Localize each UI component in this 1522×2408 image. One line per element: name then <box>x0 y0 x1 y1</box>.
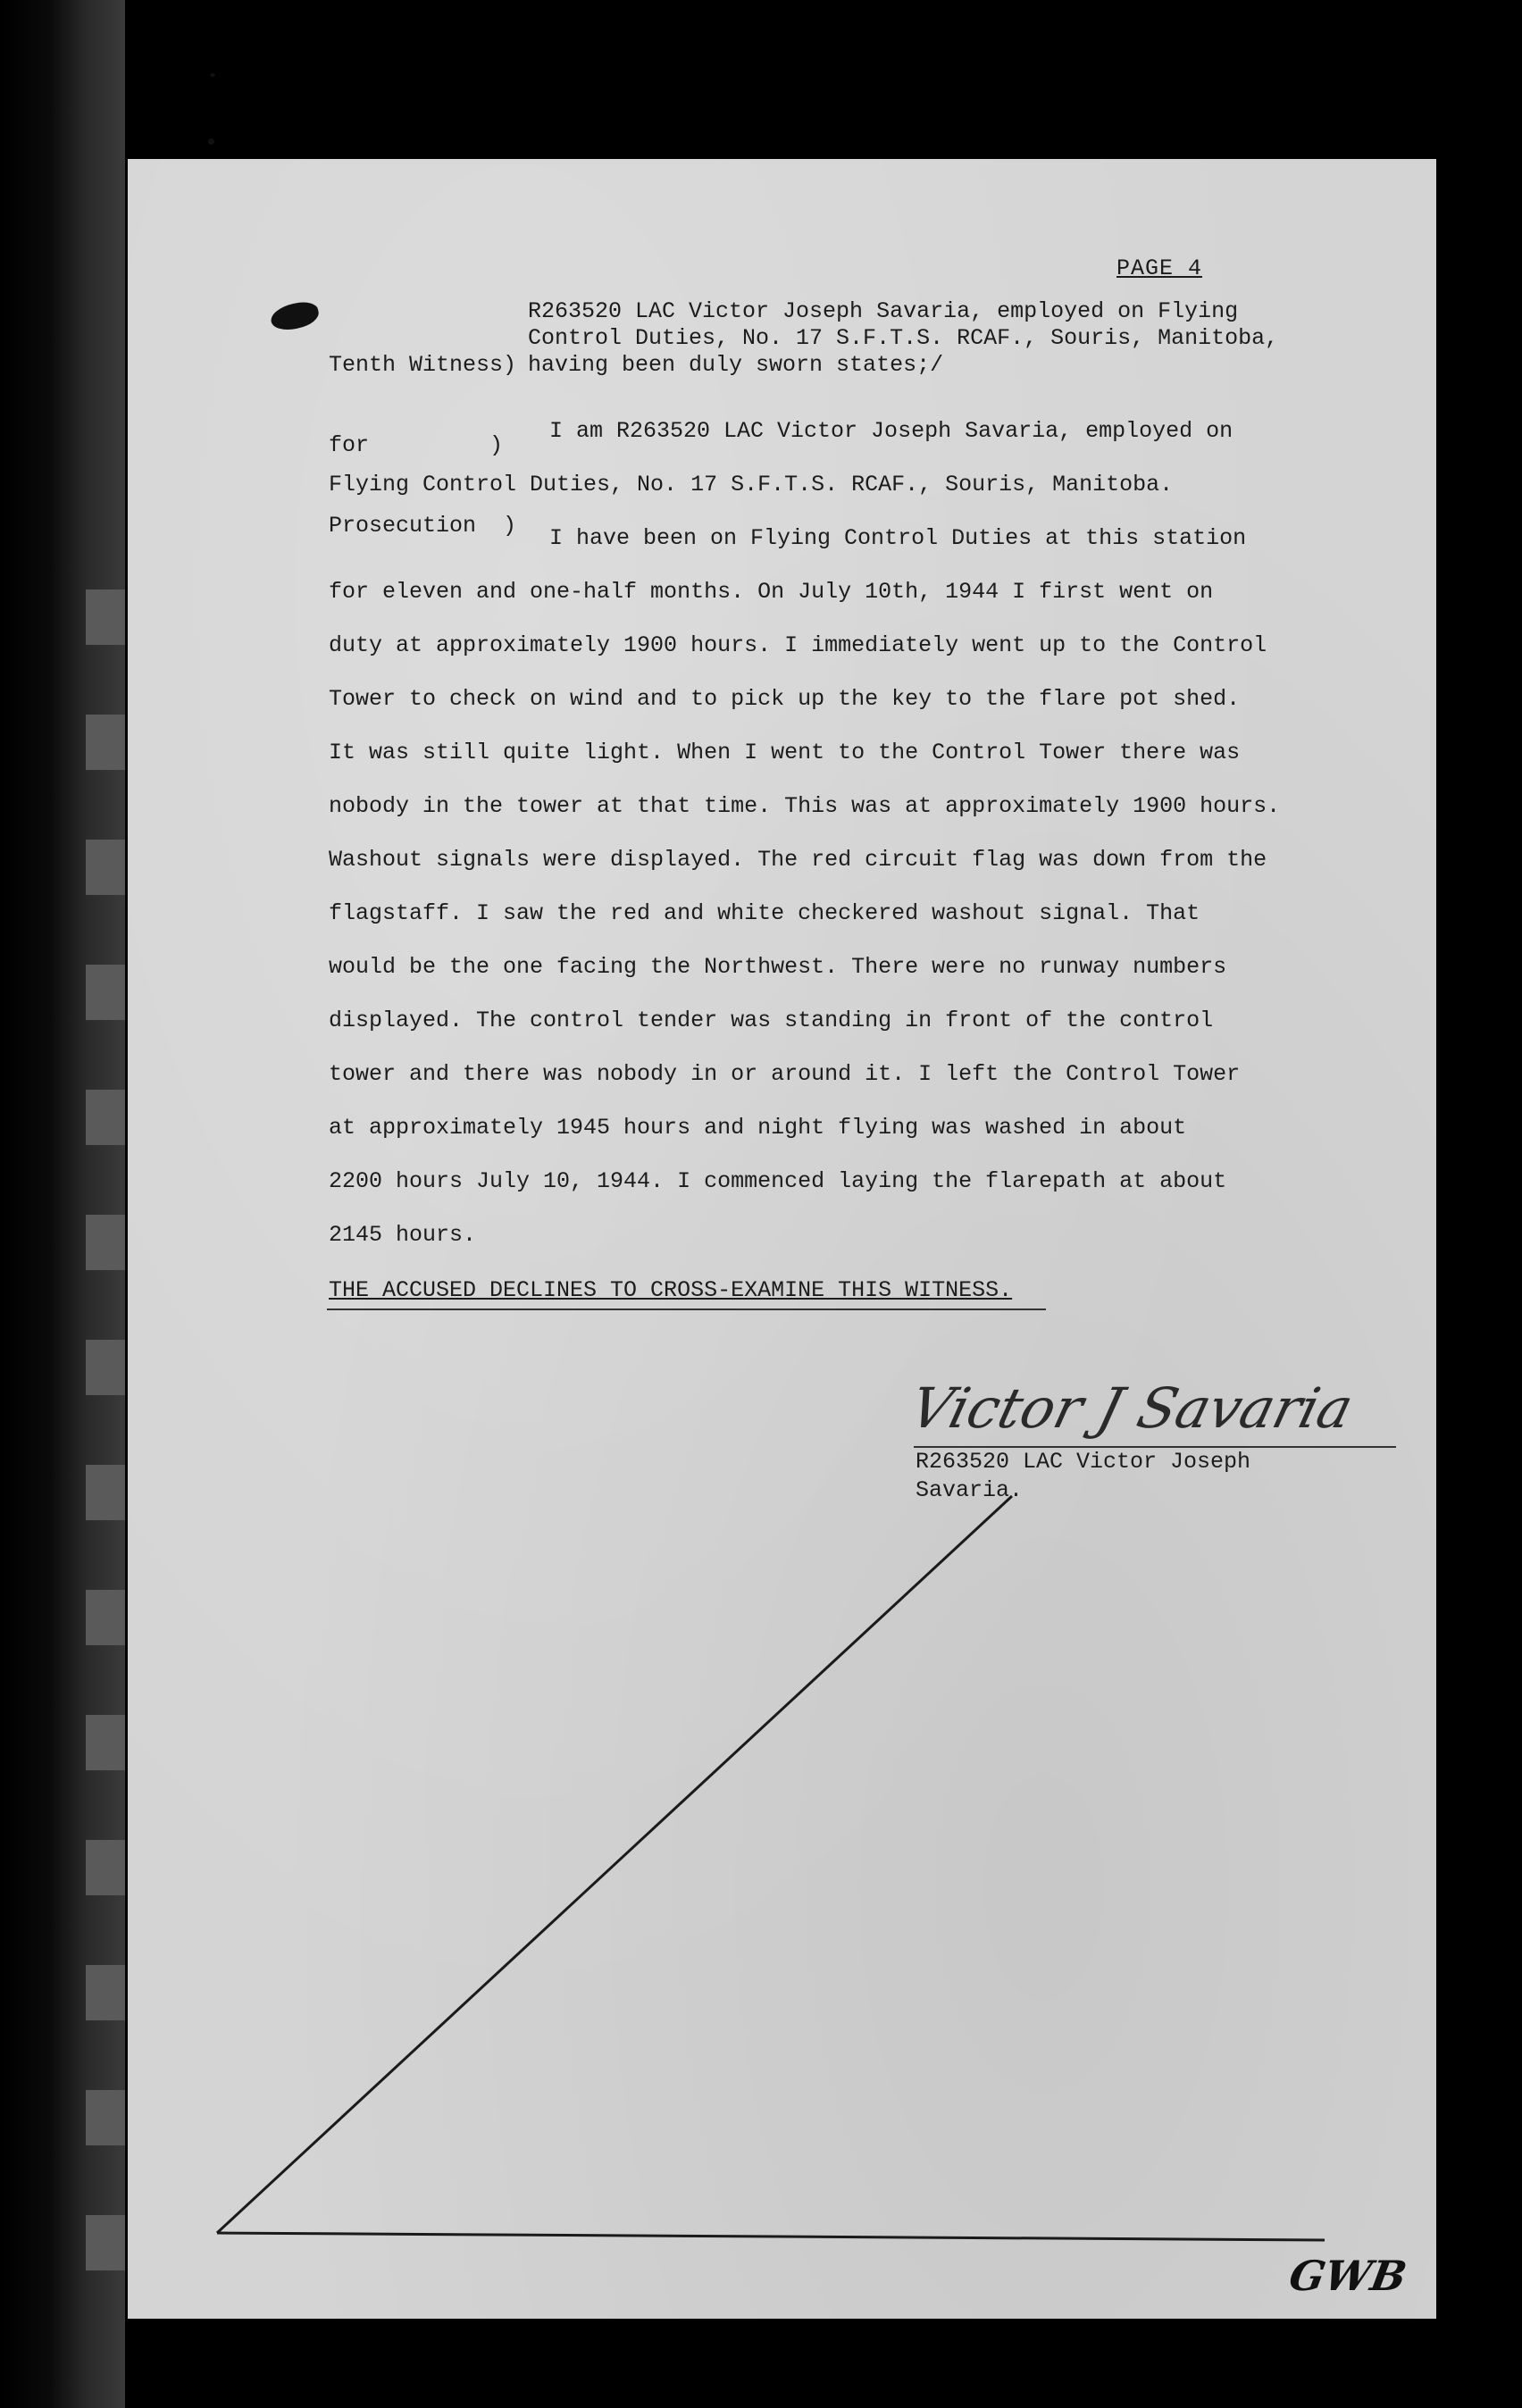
signer-line: R263520 LAC Victor Joseph <box>916 1449 1251 1475</box>
film-notch <box>86 1215 125 1270</box>
statement-line: 2200 hours July 10, 1944. I commenced laying the flarepath at about <box>329 1168 1227 1194</box>
film-notch <box>86 589 125 645</box>
page-number: PAGE 4 <box>1116 255 1203 281</box>
film-notch <box>86 1340 125 1395</box>
film-notch <box>86 840 125 895</box>
film-edge <box>0 0 125 2408</box>
film-notch <box>86 715 125 770</box>
statement-line: Tower to check on wind and to pick up the key to the flare pot shed. <box>329 686 1241 712</box>
statement-line: for eleven and one-half months. On July 10th, 1944 I first went on <box>329 579 1214 605</box>
witness-label-line: for ) <box>329 432 504 458</box>
film-notch <box>86 1840 125 1895</box>
witness-label-line: Prosecution ) <box>329 513 517 539</box>
statement-line: Washout signals were displayed. The red circuit flag was down from the <box>329 847 1267 873</box>
statement-line: I am R263520 LAC Victor Joseph Savaria, employed on <box>549 418 1233 444</box>
statement-line: duty at approximately 1900 hours. I immediately went up to the Control <box>329 632 1267 658</box>
statement-line: at approximately 1945 hours and night flying was washed in about <box>329 1115 1187 1141</box>
film-notch <box>86 1090 125 1145</box>
witness-description-line: having been duly sworn states;/ <box>528 352 944 378</box>
film-notch <box>86 2090 125 2145</box>
film-notch <box>86 1715 125 1770</box>
dust-speck <box>208 138 214 145</box>
handwritten-initials <box>1285 2237 1410 2308</box>
film-notch <box>86 965 125 1020</box>
statement-line: It was still quite light. When I went to the Control Tower there was <box>329 740 1241 765</box>
statement-line: displayed. The control tender was standing in front of the control <box>329 1008 1214 1033</box>
statement-line: Flying Control Duties, No. 17 S.F.T.S. RCAF., Souris, Manitoba. <box>329 472 1174 497</box>
film-notch <box>86 1465 125 1520</box>
base-strike-line <box>217 2233 1325 2240</box>
film-notch <box>86 2215 125 2270</box>
signer-line: Savaria. <box>916 1477 1024 1503</box>
document-page <box>128 159 1436 2319</box>
witness-description-line: Control Duties, No. 17 S.F.T.S. RCAF., Souris, Manitoba, <box>528 325 1279 351</box>
dust-speck <box>210 73 215 77</box>
cancellation-strike <box>128 159 1436 2319</box>
statement-line: flagstaff. I saw the red and white checkered washout signal. That <box>329 900 1200 926</box>
initials-text: GWB <box>1285 2251 1410 2300</box>
statement-line: I have been on Flying Control Duties at this station <box>549 525 1247 551</box>
statement-line: tower and there was nobody in or around it. I left the Control Tower <box>329 1061 1241 1087</box>
diagonal-strike-line <box>217 1496 1012 2233</box>
signature-text: Victor J Savaria <box>903 1375 1359 1441</box>
witness-label-line: Tenth Witness) <box>329 352 517 378</box>
film-notch <box>86 1590 125 1645</box>
statement-line: nobody in the tower at that time. This was at approximately 1900 hours. <box>329 793 1281 819</box>
statement-line: would be the one facing the Northwest. There were no runway numbers <box>329 954 1227 980</box>
film-notch <box>86 1965 125 2020</box>
statement-line: 2145 hours. <box>329 1222 477 1248</box>
witness-description-line: R263520 LAC Victor Joseph Savaria, employed on Flying <box>528 298 1239 324</box>
closing-statement: THE ACCUSED DECLINES TO CROSS-EXAMINE THIS WITNESS. <box>329 1277 1013 1303</box>
